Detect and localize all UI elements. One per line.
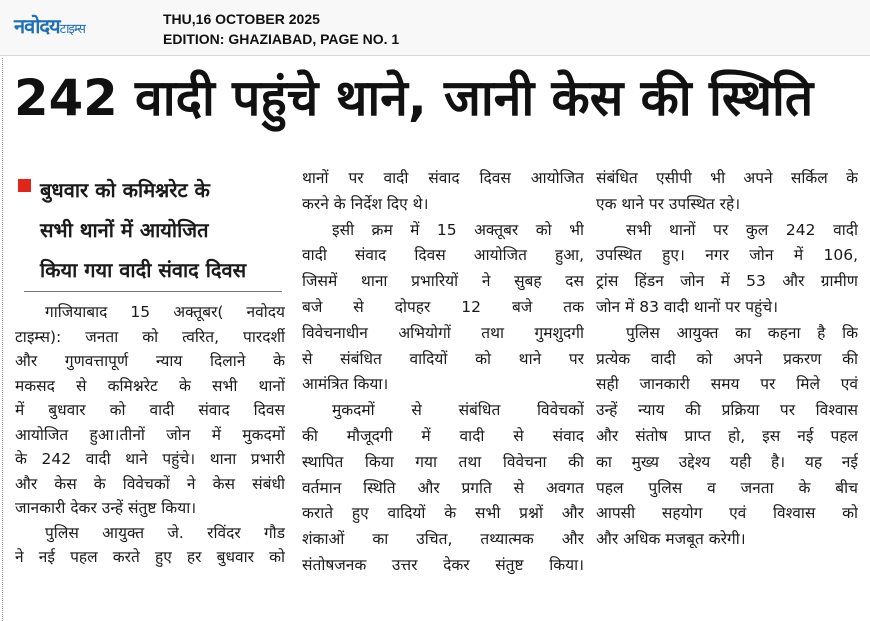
article-subheadline [14, 170, 289, 290]
article-column-1 [15, 300, 285, 570]
article-headline: 242 वादी पहुंचे थाने, जानी केस की स्थिति [14, 69, 814, 127]
article-text-line: प्रत्येक वादी को अपने प्रकरण की [596, 349, 858, 368]
logo-sub: टाइम्स [59, 22, 85, 37]
article-text-line: थानों पर वादी संवाद दिवस आयोजित [302, 169, 584, 187]
article-text-line: करने के निर्देश दिए थे। [302, 194, 429, 213]
newspaper-logo [14, 12, 85, 39]
article-text-line: सही जानकारी समय पर मिले एवं [596, 375, 858, 394]
article-text-line: इसी क्रम में 15 अक्तूबर को भी [332, 220, 584, 239]
article-column-3 [596, 166, 858, 553]
logo-main: नवोदय [14, 14, 60, 38]
subheadline-line: सभी थानों में आयोजित [40, 218, 209, 242]
article-text-line: गाजियाबाद 15 अक्तूबर( नवोदय [45, 303, 285, 321]
article-text-line: पहल पुलिस व जनता के बीच [596, 478, 858, 497]
article-text-line: पुलिस आयुक्त जे. रविंदर गौड [45, 523, 285, 542]
article-text-line: एक थाने पर उपस्थित रहे। [596, 194, 741, 213]
issue-date: THU,16 OCTOBER 2025 [163, 11, 320, 27]
article-text-line: आपसी सहयोग एवं विश्वास को [596, 504, 858, 523]
red-bullet-icon [18, 179, 31, 192]
page-edge-divider [2, 58, 3, 621]
article-text-line: और अधिक मजबूत करेगी। [596, 530, 746, 549]
article-text-line: बजे से दोपहर 12 बजे तक [302, 297, 584, 316]
article-text-line: की मौजूदगी में वादी से संवाद [302, 426, 584, 445]
page-header [0, 0, 870, 56]
article-text-line: टाइम्स): जनता को त्वरित, पारदर्शी [15, 327, 285, 346]
article-text-line: संबंधित एसीपी भी अपने सर्किल के [596, 169, 858, 187]
article-text-line: संतोषजनक उत्तर देकर संतुष्ट किया। [302, 555, 584, 574]
edition-page: EDITION: GHAZIABAD, PAGE NO. 1 [163, 31, 400, 47]
article-text-line: में बुधवार को वादी संवाद दिवस [15, 401, 285, 419]
article-text-line: आमंत्रित किया। [302, 375, 389, 394]
article-text-line: और गुणवत्तापूर्ण न्याय दिलाने के [15, 352, 285, 370]
article-text-line: उपस्थित हुए। नगर जोन में 106, [596, 246, 858, 265]
article-text-line: का मुख्य उद्देश्य यही है। यह नई [596, 452, 858, 471]
article-column-2 [302, 166, 584, 579]
article-text-line: मुकदमों से संबंधित विवेचकों [332, 401, 584, 420]
article-text-line: और संतोष प्राप्त हो, इस नई पहल [596, 426, 858, 445]
article-text-line: मकसद से कमिश्नरेट के सभी थानों [15, 376, 285, 395]
article-text-line: सभी थानों पर कुल 242 वादी [626, 220, 858, 239]
article-text-line: वर्तमान स्थिति और प्रगति से अवगत [302, 478, 584, 497]
article-text-line: आयोजित हुआ।तीनों जोन में मुकदमों [15, 425, 285, 444]
article-text-line: जोन में 83 वादी थानों पर पहुंचे। [596, 297, 778, 316]
article-text-line: ट्रांस हिंडन जोन में 53 और ग्रामीण [596, 272, 858, 291]
article-text-line: स्थापित किया गया तथा विवेचना की [302, 452, 584, 471]
subheadline-line: बुधवार को कमिश्नरेट के [40, 178, 210, 202]
article-text-line: पुलिस आयुक्त का कहना है कि [626, 323, 858, 342]
article-text-line: जिसमें थाना प्रभारियों ने सुबह दस [302, 272, 584, 291]
subheadline-divider [24, 291, 282, 292]
article-text-line: कराते हुए वादियों के सभी प्रश्नों और [302, 504, 584, 523]
subheadline-line: किया गया वादी संवाद दिवस [40, 258, 247, 282]
article-text-line: और केस के विवेचकों ने केस संबंधी [15, 474, 285, 493]
article-text-line: के 242 वादी थाने पहुंचे। थाना प्रभारी [15, 450, 285, 468]
article-text-line: जानकारी देकर उन्हें संतुष्ट किया। [15, 499, 197, 517]
article-text-line: शंकाओं का उचित, तथ्यात्मक और [302, 530, 584, 549]
article-text-line: से संबंधित वादियों को थाने पर [302, 349, 584, 368]
article-text-line: उन्हें न्याय की प्रक्रिया पर विश्वास [596, 401, 858, 420]
article-text-line: विवेचनाधीन अभियोगों तथा गुमशुदगी [302, 323, 584, 342]
article-text-line: ने नई पहल करते हुए हर बुधवार को [15, 548, 285, 566]
edition-info [163, 9, 399, 49]
article-text-line: वादी संवाद दिवस आयोजित हुआ, [302, 246, 584, 265]
